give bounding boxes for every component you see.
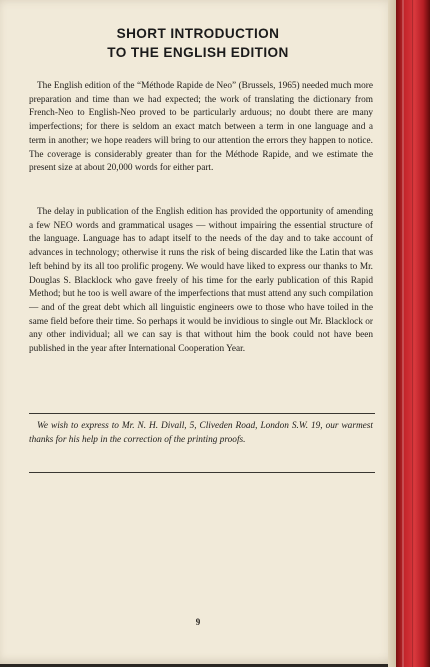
- book-cover-edge: [396, 0, 430, 667]
- intro-paragraph-2: The delay in publication of the English edition has provided the opportunity of amending a few NEO words and grammatical usages — without impairing the essential structure of the language. Language has to adapt itself to the needs of the day and to take account of advances in technology; otherwise it runs the risk of being discarded like the Latin that was left behind by its all too prolific progeny. We would have liked to express our thanks to Mr. Douglas S. Blacklock who gave freely of his time for the early publication of this Rapid Method; but he too is well aware of the imperfections that must attend any such compilation — and of the great debt which all linguistic engineers owe to those who have toiled in the same field before their time. So perhaps it would be invidious to single out Mr. Blacklock or any other individual; all we can say is that without him the book could not have been published in the year after International Cooperation Year.: [29, 207, 373, 355]
- page-title-line-1: SHORT INTRODUCTION: [116, 26, 280, 41]
- acknowledgement-bottom-rule: [29, 472, 375, 473]
- acknowledgement-note: We wish to express to Mr. N. H. Divall, 5, Cliveden Road, London S.W. 19, our warmest thanks for his help in the correction of the printing proofs.: [29, 421, 373, 445]
- intro-paragraph-1: The English edition of the “Méthode Rapide de Neo” (Brussels, 1965) needed much more preparation and time than we had expected; the work of translating the dictionary from French-Neo to English-Neo proved to be particularly arduous; no doubt there are many imperfections; for there is seldom an exact match between a term in one language and a term in another; we hope readers will bring to our attention the errors they happen to notice. The coverage is considerably greater than for the Méthode Rapide, and we estimate the present size at about 20,000 words for either part.: [29, 81, 373, 174]
- page-number: 9: [195, 617, 201, 627]
- page-edge-shadow: [388, 0, 396, 667]
- page-title-line-2: TO THE ENGLISH EDITION: [107, 45, 289, 60]
- acknowledgement-top-rule: [29, 413, 375, 414]
